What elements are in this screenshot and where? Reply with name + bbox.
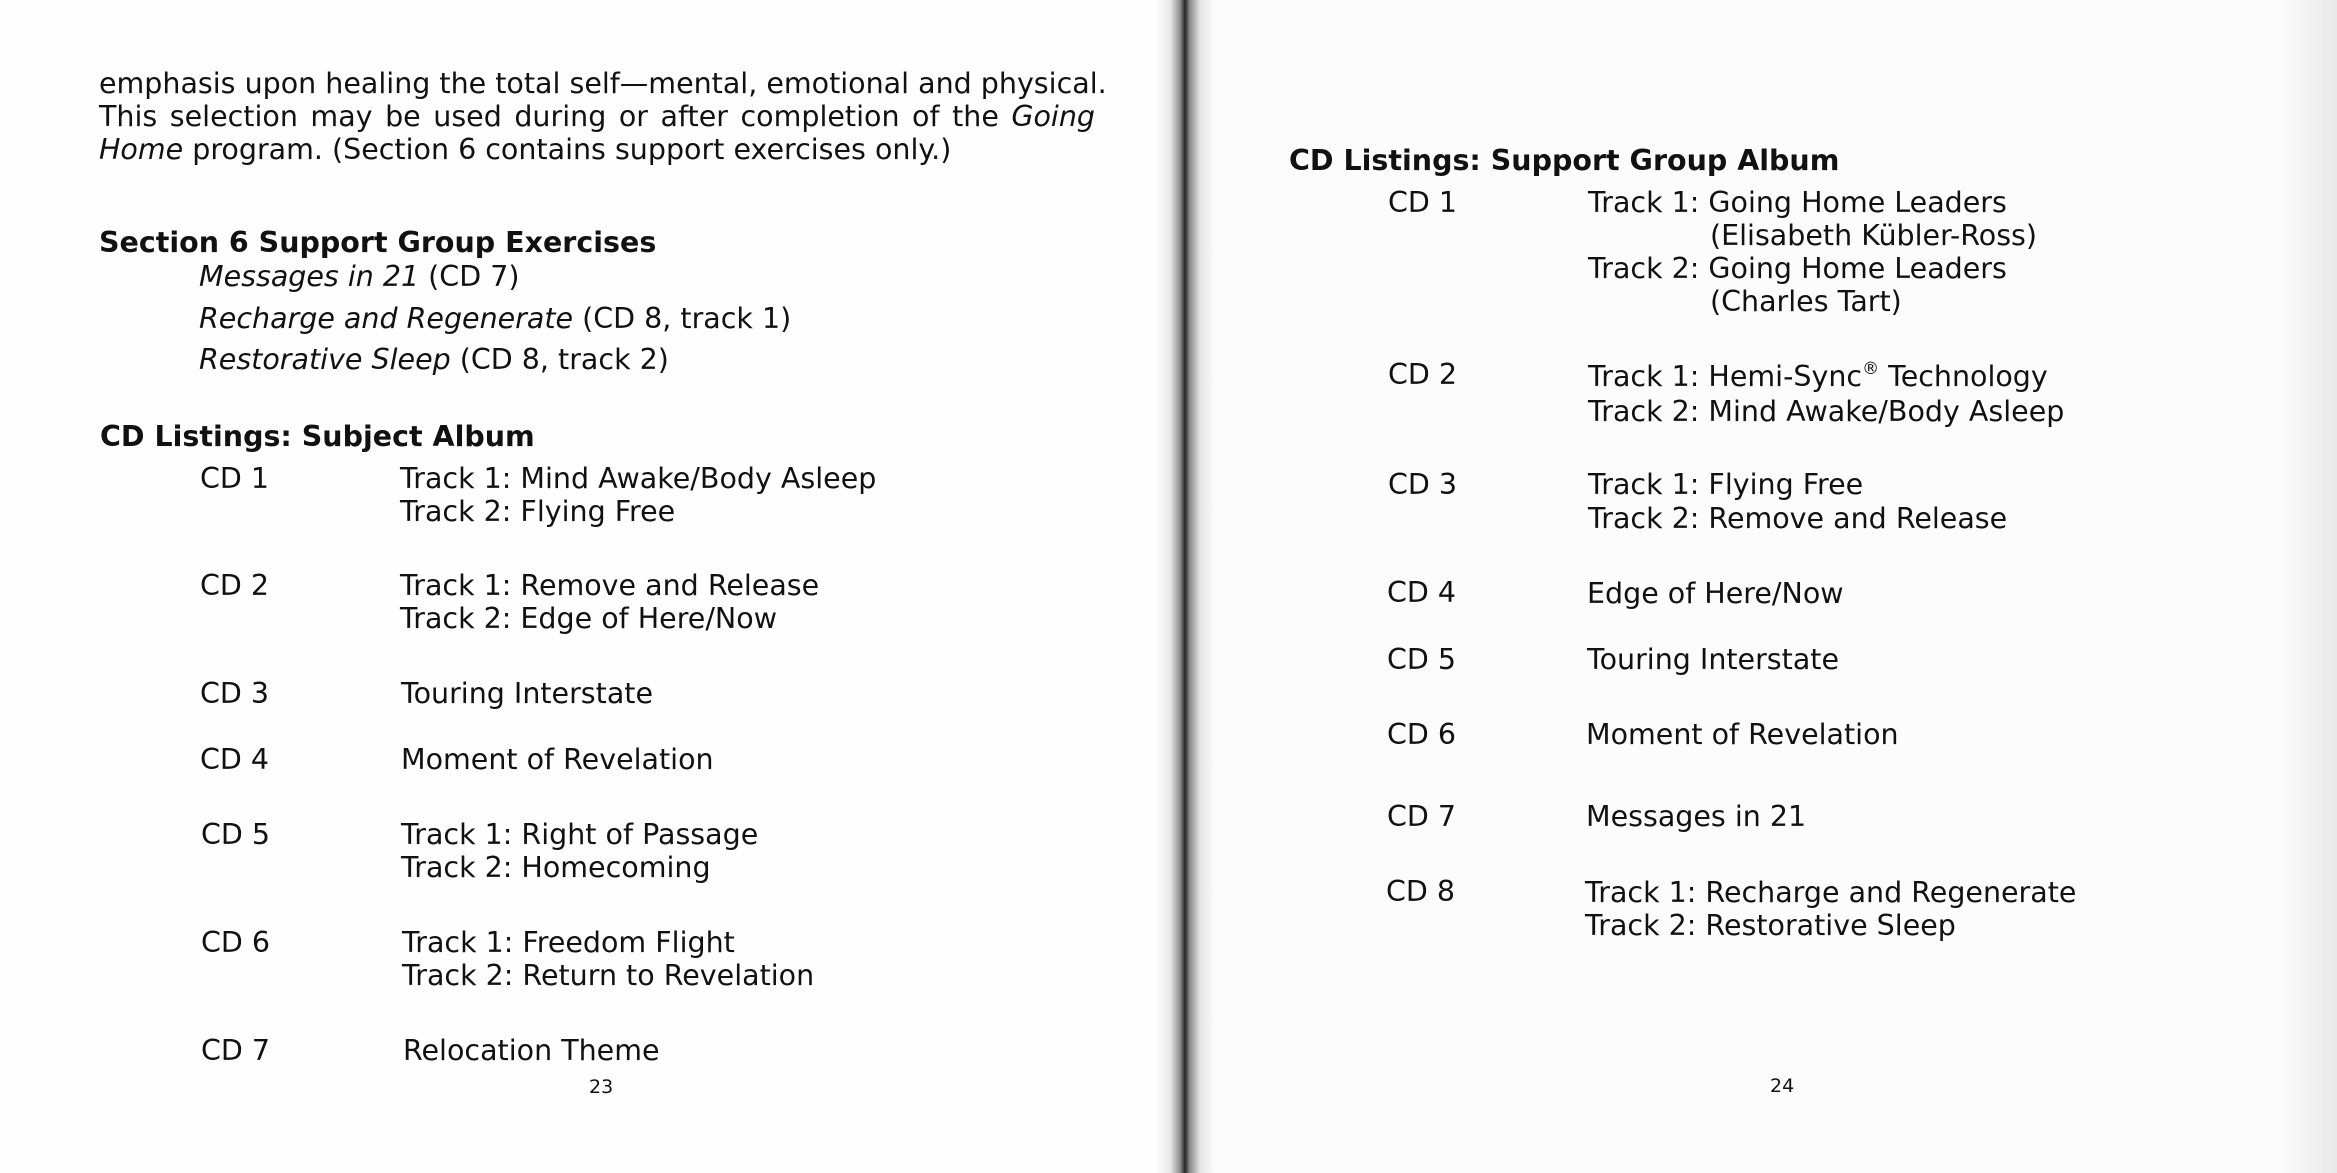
right-page xyxy=(1200,0,2337,1173)
track-subtitle: (Elisabeth Kübler-Ross) xyxy=(1710,219,2038,252)
page-edge-shadow xyxy=(2277,0,2337,1173)
track-line: Track 2: Edge of Here/Now xyxy=(400,602,777,635)
track-line: Track 2: Going Home Leaders xyxy=(1588,252,2007,285)
cd-label: CD 7 xyxy=(1387,800,1457,833)
cd-label: CD 7 xyxy=(201,1034,271,1067)
cd-label: CD 1 xyxy=(1388,186,1458,219)
track-line: Track 1: Mind Awake/Body Asleep xyxy=(400,462,877,495)
book-gutter xyxy=(1155,0,1215,1173)
track-line: Track 2: Homecoming xyxy=(401,851,711,884)
track-line: Track 2: Flying Free xyxy=(400,495,676,528)
track-line: Track 2: Restorative Sleep xyxy=(1585,909,1956,942)
page-number: 24 xyxy=(1770,1075,1795,1097)
intro-paragraph xyxy=(99,67,1107,166)
intro-going-italic: Going xyxy=(1011,100,1095,133)
subject-album-heading: CD Listings: Subject Album xyxy=(100,420,535,453)
track-line: Track 1: Freedom Flight xyxy=(402,926,735,959)
track-line: Track 2: Return to Revelation xyxy=(402,959,815,992)
track-line: Relocation Theme xyxy=(403,1034,660,1067)
cd-label: CD 8 xyxy=(1386,875,1456,908)
cd-label: CD 3 xyxy=(1388,468,1458,501)
section6-item: Messages in 21 (CD 7) xyxy=(199,260,520,293)
registered-mark: ® xyxy=(1862,359,1880,379)
track-line: Track 1: Remove and Release xyxy=(400,569,820,602)
cd-label: CD 3 xyxy=(200,677,270,710)
track-line: Edge of Here/Now xyxy=(1587,577,1844,610)
cd-label: CD 4 xyxy=(1387,576,1457,609)
cd-label: CD 1 xyxy=(200,462,270,495)
track-line: Track 2: Remove and Release xyxy=(1588,502,2008,535)
track-line: Track 1: Right of Passage xyxy=(401,818,759,851)
track-line: Track 2: Mind Awake/Body Asleep xyxy=(1588,395,2065,428)
cd-label: CD 5 xyxy=(201,818,271,851)
track-subtitle: (Charles Tart) xyxy=(1710,285,1902,318)
track-line: Track 1: Hemi-Sync® Technology xyxy=(1588,359,2048,393)
intro-home-italic: Home xyxy=(99,133,184,166)
cd-label: CD 6 xyxy=(201,926,271,959)
page-number: 23 xyxy=(589,1076,614,1098)
cd-label: CD 6 xyxy=(1387,718,1457,751)
track-line: Track 1: Recharge and Regenerate xyxy=(1585,876,2077,909)
track-line: Track 1: Flying Free xyxy=(1588,468,1864,501)
cd-label: CD 5 xyxy=(1387,643,1457,676)
track-line: Messages in 21 xyxy=(1586,800,1807,833)
intro-line-2: This selection may be used during or after completion of the Going xyxy=(99,100,1095,133)
cd-label: CD 4 xyxy=(200,743,270,776)
track-line: Moment of Revelation xyxy=(401,743,714,776)
support-album-heading: CD Listings: Support Group Album xyxy=(1289,144,1840,177)
intro-line-1: emphasis upon healing the total self—mental, emotional and physical. xyxy=(99,67,1107,100)
section6-heading: Section 6 Support Group Exercises xyxy=(99,226,657,259)
track-line: Track 1: Going Home Leaders xyxy=(1588,186,2007,219)
track-line: Moment of Revelation xyxy=(1586,718,1899,751)
track-line: Touring Interstate xyxy=(1587,643,1840,676)
section6-item: Recharge and Regenerate (CD 8, track 1) xyxy=(199,302,792,335)
track-line: Touring Interstate xyxy=(401,677,654,710)
cd-label: CD 2 xyxy=(200,569,270,602)
intro-line-3: Home program. (Section 6 contains support exercises only.) xyxy=(99,133,952,166)
section6-item: Restorative Sleep (CD 8, track 2) xyxy=(199,343,669,376)
cd-label: CD 2 xyxy=(1388,358,1458,391)
